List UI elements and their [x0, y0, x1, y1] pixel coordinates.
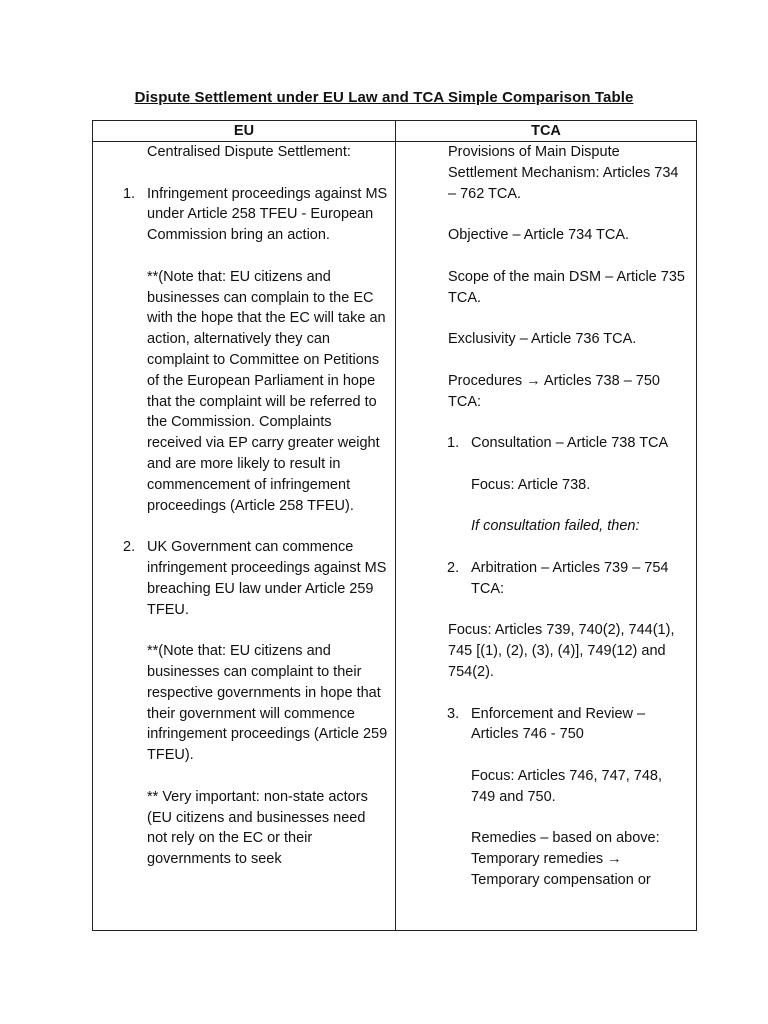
eu-intro: Centralised Dispute Settlement: [147, 144, 351, 160]
tca-remedies: Remedies – based on above: Temporary remedies → Temporary compensation or [471, 830, 660, 888]
tca-column [396, 142, 696, 930]
eu-item-2-text: UK Government can commence infringement proceedings against MS breaching EU law under Article 259 TFEU. [147, 539, 387, 618]
tca-objective: Objective – Article 734 TCA. [448, 227, 630, 244]
document-title: Dispute Settlement under EU Law and TCA Simple Comparison Table [134, 89, 634, 106]
tca-exclusivity: Exclusivity – Article 736 TCA. [448, 331, 637, 348]
tca-item-3 [396, 704, 696, 746]
tca-item-2-number: 2. [447, 559, 460, 576]
eu-item-1 [93, 184, 395, 246]
eu-note-1: **(Note that: EU citizens and businesses can complain to the EC with the hope that the EC will take an action, alternatively they can complaint to Committee on Petitions of the European Parliament in hope that the complaint will be referred to the Commission. Complaints received via EP carry greater weight and are more likely to result in commencement of infringement proceedings (Article 258 TFEU). [147, 268, 386, 514]
tca-item-3-text: Enforcement and Review – Articles 746 - 750 [471, 705, 646, 743]
tca-item-1-focus: Focus: Article 738. [471, 476, 591, 493]
eu-item-1-number: 1. [123, 185, 136, 202]
tca-procedures: Procedures → Articles 738 – 750 TCA: [448, 372, 660, 410]
header-tca: TCA [531, 123, 561, 139]
header-eu: EU [233, 123, 255, 139]
comparison-table [92, 120, 697, 931]
eu-note-3: ** Very important: non-state actors (EU citizens and businesses need not rely on the EC or their governments to seek [147, 788, 368, 868]
tca-item-2-text: Arbitration – Articles 739 – 754 TCA: [471, 559, 669, 597]
tca-item-2-focus: Focus: Articles 739, 740(2), 744(1), 745 [(1), (2), (3), (4)], 749(12) and 754(2). [448, 622, 675, 680]
tca-item-1-text: Consultation – Article 738 TCA [471, 435, 669, 452]
tca-item-3-focus: Focus: Articles 746, 747, 748, 749 and 750. [471, 767, 663, 805]
tca-item-1-condition: If consultation failed, then: [471, 518, 640, 535]
eu-note-2: **(Note that: EU citizens and businesses can complaint to their respective governments in hope that their government will commence infringement proceedings (Article 259 TFEU). [147, 643, 388, 764]
eu-column [93, 142, 395, 930]
tca-scope: Scope of the main DSM – Article 735 TCA. [448, 268, 685, 306]
eu-item-2 [93, 537, 395, 620]
tca-item-3-number: 3. [447, 705, 460, 722]
tca-provisions: Provisions of Main Dispute Settlement Mechanism: Articles 734 – 762 TCA. [448, 144, 679, 202]
tca-item-1-number: 1. [447, 435, 460, 452]
tca-item-1 [396, 433, 696, 454]
eu-item-1-text: Infringement proceedings against MS under Article 258 TFEU - European Commission bring an action. [147, 185, 388, 244]
eu-item-2-number: 2. [123, 539, 136, 556]
tca-item-2 [396, 558, 696, 600]
